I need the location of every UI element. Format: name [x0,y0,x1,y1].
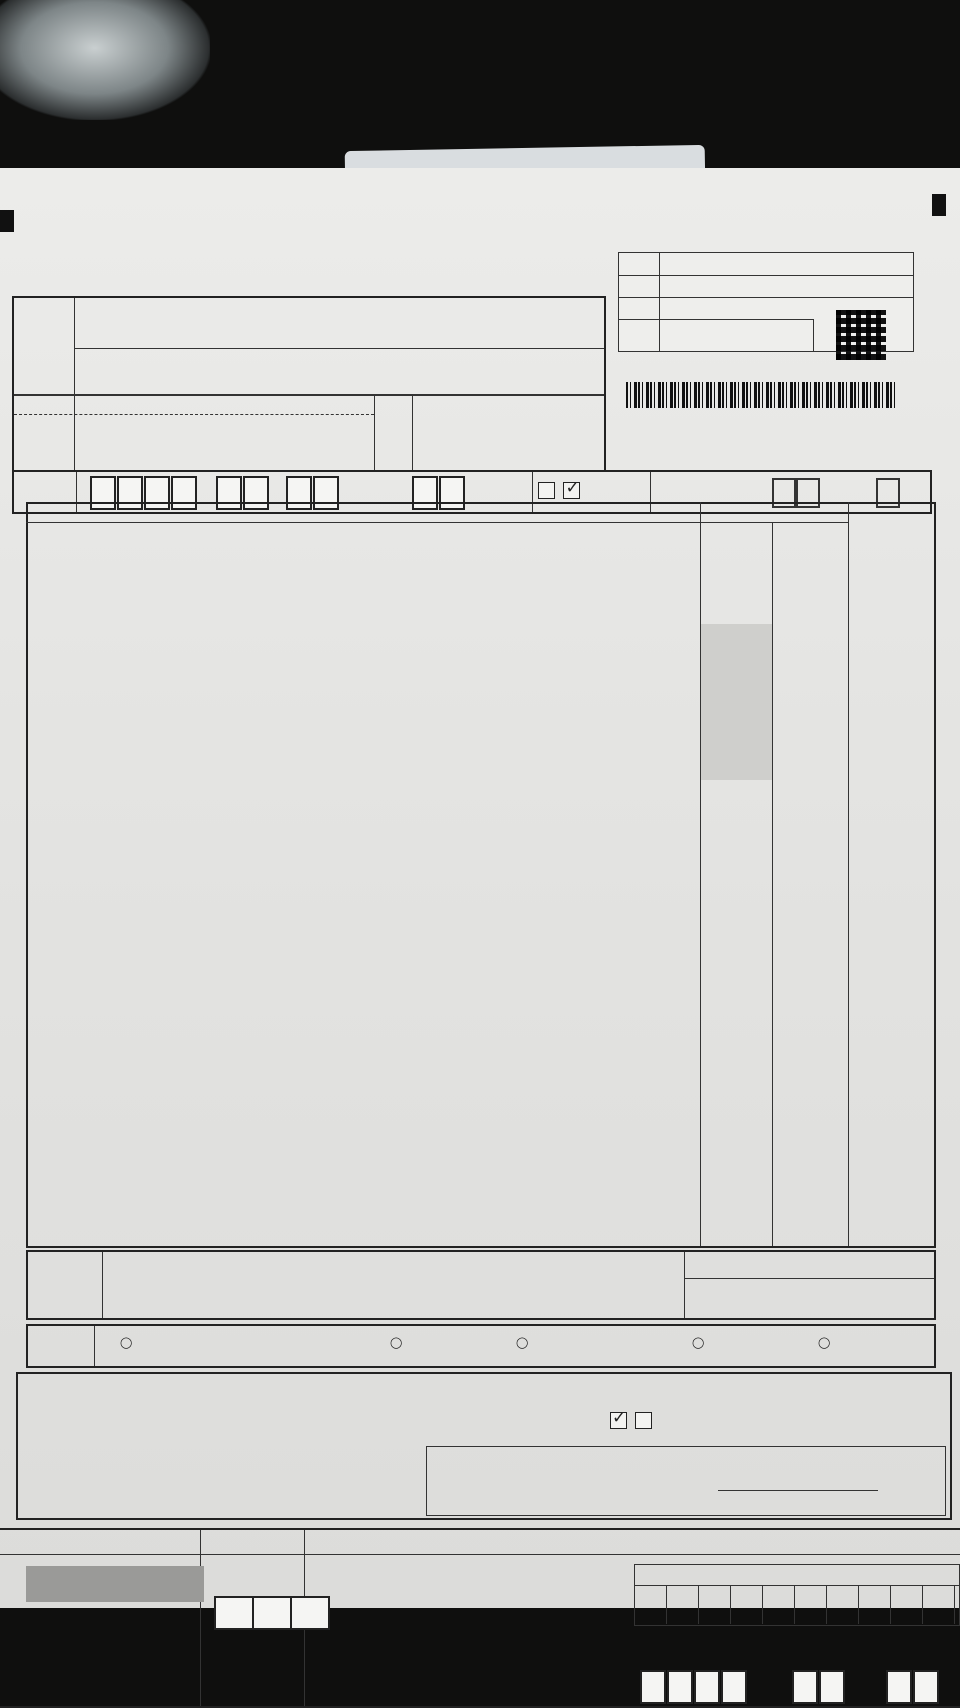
barcode [626,382,896,408]
facility-option[interactable]: ◯ [516,1336,529,1349]
request-box [16,1372,952,1520]
female-checkbox[interactable] [563,482,580,499]
dose-digit-box[interactable] [290,1596,330,1630]
code-cells [635,1586,959,1624]
question-table [26,502,936,1248]
personal-info-box [12,296,606,472]
sticker-position [26,1566,204,1602]
sex-select[interactable] [538,482,584,499]
vaccine-day[interactable] [886,1670,940,1708]
not-want-checkbox[interactable] [635,1412,652,1429]
corner-mark [0,210,14,232]
digit [667,1670,693,1704]
digit [721,1670,747,1704]
facility-code-box[interactable] [634,1564,960,1626]
digit [640,1670,666,1704]
male-checkbox[interactable] [538,482,555,499]
digit [694,1670,720,1704]
vaccine-box [0,1528,960,1708]
digit [819,1670,845,1704]
facility-option[interactable]: ◯ [120,1336,133,1349]
digit [913,1670,939,1704]
vaccination-form [0,168,960,1608]
request-choice[interactable] [610,1412,656,1429]
vaccine-month[interactable] [792,1670,846,1708]
facility-entry-box [26,1324,936,1368]
want-checkbox[interactable] [610,1412,627,1429]
facility-option[interactable]: ◯ [390,1336,403,1349]
water-glass [0,0,210,120]
facility-option[interactable]: ◯ [818,1336,831,1349]
answer-shade [700,624,772,780]
dose-boxes[interactable] [214,1596,328,1634]
facility-option[interactable]: ◯ [692,1336,705,1349]
dose-digit-box[interactable] [252,1596,292,1630]
signature-box [426,1446,946,1516]
vaccine-year[interactable] [640,1670,748,1708]
qr-code [836,310,886,360]
doctor-entry-box [26,1250,936,1320]
dose-digit-box[interactable] [214,1596,254,1630]
corner-mark [932,194,946,216]
digit [886,1670,912,1704]
digit [792,1670,818,1704]
